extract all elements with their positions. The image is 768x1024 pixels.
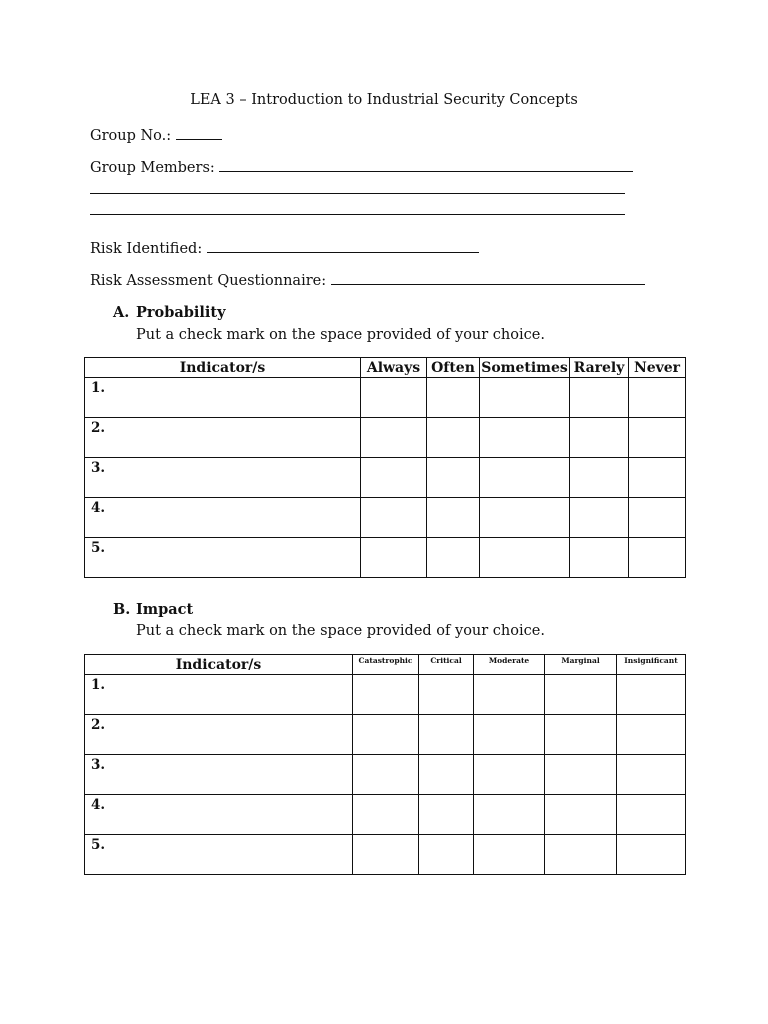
checkbox-cell[interactable]: [427, 498, 480, 538]
row-number: 5.: [85, 835, 353, 875]
checkbox-cell[interactable]: [545, 675, 617, 715]
document-title: LEA 3 – Introduction to Industrial Security Concepts: [190, 92, 578, 108]
group-members-blank[interactable]: [219, 159, 633, 172]
checkbox-cell[interactable]: [419, 755, 474, 795]
checkbox-cell[interactable]: [570, 378, 629, 418]
table-row: [85, 378, 686, 418]
group-no-label: Group No.:: [90, 128, 172, 144]
checkbox-cell[interactable]: [629, 538, 686, 578]
table-row: [85, 795, 686, 835]
table-row: [85, 835, 686, 875]
group-members-line-3[interactable]: [90, 214, 625, 215]
checkbox-cell[interactable]: [419, 795, 474, 835]
checkbox-cell[interactable]: [361, 498, 427, 538]
group-members-field: [90, 159, 633, 176]
table-row: [85, 755, 686, 795]
col-often: Often: [427, 358, 480, 378]
checkbox-cell[interactable]: [474, 715, 545, 755]
col-never: Never: [629, 358, 686, 378]
table-row: [85, 538, 686, 578]
probability-header-row: [85, 358, 686, 378]
col-rarely: Rarely: [570, 358, 629, 378]
col-moderate: Moderate: [474, 655, 545, 675]
section-a-letter: A.: [113, 304, 130, 321]
checkbox-cell[interactable]: [545, 795, 617, 835]
checkbox-cell[interactable]: [480, 378, 570, 418]
row-number: 1.: [85, 675, 353, 715]
col-catastrophic: Catastrophic: [353, 655, 419, 675]
section-a-instruction: Put a check mark on the space provided of your choice.: [136, 327, 545, 343]
row-number: 3.: [85, 755, 353, 795]
row-number: 5.: [85, 538, 361, 578]
checkbox-cell[interactable]: [353, 835, 419, 875]
col-insignificant: Insignificant: [617, 655, 686, 675]
checkbox-cell[interactable]: [353, 715, 419, 755]
impact-header-row: [85, 655, 686, 675]
checkbox-cell[interactable]: [480, 538, 570, 578]
checkbox-cell[interactable]: [361, 418, 427, 458]
section-a-heading: [113, 304, 226, 321]
checkbox-cell[interactable]: [474, 675, 545, 715]
checkbox-cell[interactable]: [361, 538, 427, 578]
risk-assessment-label: Risk Assessment Questionnaire:: [90, 273, 327, 289]
checkbox-cell[interactable]: [629, 378, 686, 418]
checkbox-cell[interactable]: [480, 418, 570, 458]
checkbox-cell[interactable]: [427, 538, 480, 578]
checkbox-cell[interactable]: [474, 755, 545, 795]
checkbox-cell[interactable]: [570, 498, 629, 538]
row-number: 4.: [85, 498, 361, 538]
checkbox-cell[interactable]: [480, 498, 570, 538]
table-row: [85, 418, 686, 458]
checkbox-cell[interactable]: [617, 795, 686, 835]
risk-identified-blank[interactable]: [207, 240, 479, 253]
table-row: [85, 675, 686, 715]
section-b-heading: [113, 601, 193, 618]
probability-table: [84, 357, 686, 578]
checkbox-cell[interactable]: [353, 755, 419, 795]
checkbox-cell[interactable]: [629, 458, 686, 498]
group-no-blank[interactable]: [176, 127, 222, 140]
checkbox-cell[interactable]: [480, 458, 570, 498]
checkbox-cell[interactable]: [419, 715, 474, 755]
row-number: 2.: [85, 418, 361, 458]
checkbox-cell[interactable]: [617, 715, 686, 755]
checkbox-cell[interactable]: [361, 458, 427, 498]
table-row: [85, 498, 686, 538]
col-sometimes: Sometimes: [481, 359, 568, 376]
checkbox-cell[interactable]: [629, 498, 686, 538]
col-indicators: Indicator/s: [85, 358, 361, 378]
checkbox-cell[interactable]: [474, 835, 545, 875]
row-number: 3.: [85, 458, 361, 498]
group-members-label: Group Members:: [90, 160, 215, 176]
checkbox-cell[interactable]: [570, 418, 629, 458]
group-no-field: [90, 127, 222, 144]
checkbox-cell[interactable]: [427, 458, 480, 498]
checkbox-cell[interactable]: [570, 538, 629, 578]
checkbox-cell[interactable]: [617, 675, 686, 715]
checkbox-cell[interactable]: [629, 418, 686, 458]
checkbox-cell[interactable]: [617, 835, 686, 875]
group-members-line-2[interactable]: [90, 193, 625, 194]
checkbox-cell[interactable]: [419, 835, 474, 875]
risk-identified-label: Risk Identified:: [90, 241, 203, 257]
checkbox-cell[interactable]: [427, 378, 480, 418]
row-number: 4.: [85, 795, 353, 835]
risk-assessment-field: [90, 272, 645, 289]
row-number: 2.: [85, 715, 353, 755]
col-marginal: Marginal: [545, 655, 617, 675]
impact-table: [84, 654, 686, 875]
checkbox-cell[interactable]: [545, 835, 617, 875]
checkbox-cell[interactable]: [353, 675, 419, 715]
checkbox-cell[interactable]: [545, 715, 617, 755]
checkbox-cell[interactable]: [353, 795, 419, 835]
checkbox-cell[interactable]: [427, 418, 480, 458]
checkbox-cell[interactable]: [361, 378, 427, 418]
checkbox-cell[interactable]: [570, 458, 629, 498]
checkbox-cell[interactable]: [617, 755, 686, 795]
col-critical: Critical: [419, 655, 474, 675]
col-always: Always: [361, 358, 427, 378]
section-b-title: Impact: [136, 601, 194, 618]
checkbox-cell[interactable]: [419, 675, 474, 715]
table-row: [85, 458, 686, 498]
row-number: 1.: [85, 378, 361, 418]
risk-identified-field: [90, 240, 479, 257]
risk-assessment-blank[interactable]: [331, 272, 645, 285]
section-a-title: Probability: [136, 304, 226, 321]
checkbox-cell[interactable]: [474, 795, 545, 835]
col-indicators: Indicator/s: [85, 655, 353, 675]
table-row: [85, 715, 686, 755]
section-b-letter: B.: [113, 601, 131, 618]
section-b-instruction: Put a check mark on the space provided of your choice.: [136, 623, 545, 639]
checkbox-cell[interactable]: [545, 755, 617, 795]
